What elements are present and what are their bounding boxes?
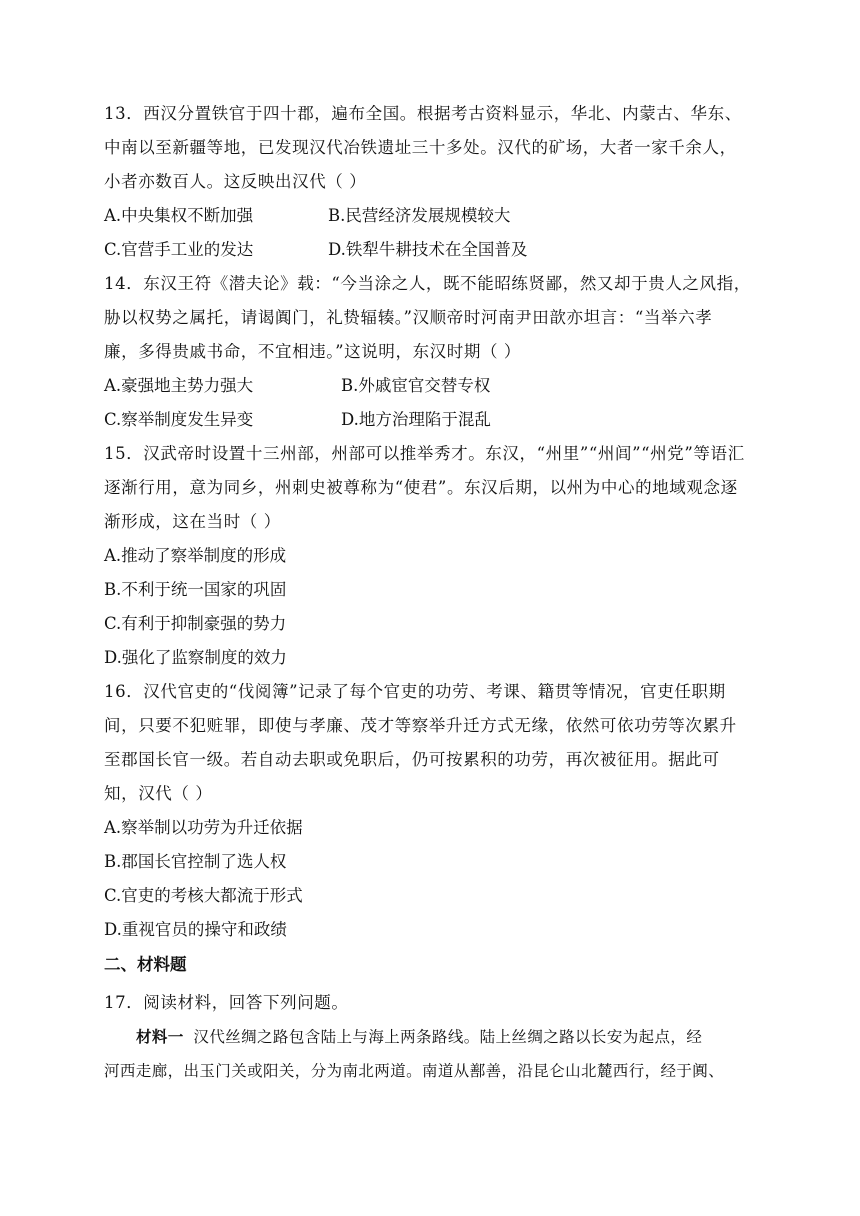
- question-15-line-1: 15．汉武帝时设置十三州部，州部可以推举秀才。东汉，“州里”“州闾”“州党”等语汇: [104, 444, 745, 463]
- option-a[interactable]: A.中央集权不断加强: [104, 206, 254, 225]
- material-1-line-1: [136, 1020, 702, 1054]
- question-16-option-a[interactable]: A.察举制以功劳为升迁依据: [104, 818, 303, 837]
- option-b[interactable]: B.民营经济发展规模较大: [328, 206, 511, 225]
- question-13-line-2: 中南以至新疆等地，已发现汉代冶铁遗址三十多处。汉代的矿场，大者一家千余人，: [104, 138, 737, 157]
- material-1-title: 材料一: [136, 1028, 184, 1046]
- material-1-line-2: 河西走廊，出玉门关或阳关，分为南北两道。南道从鄯善，沿昆仑山北麓西行，经于阗、: [104, 1062, 725, 1080]
- option-d[interactable]: D.铁犁牛耕技术在全国普及: [328, 240, 528, 259]
- question-16-option-d[interactable]: D.重视官员的操守和政绩: [104, 920, 287, 939]
- option-a[interactable]: A.豪强地主势力强大: [104, 376, 254, 395]
- question-16-option-c[interactable]: C.官吏的考核大都流于形式: [104, 886, 303, 905]
- question-15-line-3: 渐形成，这在当时（ ）: [104, 512, 281, 531]
- question-15-option-b[interactable]: B.不利于统一国家的巩固: [104, 580, 287, 599]
- question-14-line-1: 14．东汉王符《潜夫论》载：“今当涂之人，既不能昭练贤鄙，然又却于贵人之风指，: [104, 274, 751, 293]
- option-c[interactable]: C.察举制度发生异变: [104, 410, 254, 429]
- question-13-options-row-1: [104, 199, 744, 233]
- question-16-line-4: 知，汉代（ ）: [104, 784, 213, 803]
- question-15-option-c[interactable]: C.有利于抑制豪强的势力: [104, 614, 287, 633]
- question-15-option-d[interactable]: D.强化了监察制度的效力: [104, 648, 287, 667]
- section-heading: 二、材料题: [104, 955, 187, 974]
- question-16-line-2: 间，只要不犯赃罪，即使与孝廉、茂才等察举升迁方式无缘，依然可依功劳等次累升: [104, 716, 737, 735]
- question-15-line-2: 逐渐行用，意为同乡，州刺史被尊称为“使君”。东汉后期，以州为中心的地域观念逐: [104, 478, 738, 497]
- question-16-line-1: 16．汉代官吏的“伐阅簿”记录了每个官吏的功劳、考课、籍贯等情况，官吏任职期: [104, 682, 726, 701]
- question-14-line-3: 廉，多得贵戚书命，不宜相违。”这说明，东汉时期（ ）: [104, 342, 522, 361]
- question-13-line-1: 13．西汉分置铁官于四十郡，遍布全国。根据考古资料显示，华北、内蒙古、华东、: [104, 104, 742, 123]
- question-13-line-3: 小者亦数百人。这反映出汉代（ ）: [104, 172, 367, 191]
- question-17-prompt: 17．阅读材料，回答下列问题。: [104, 993, 349, 1012]
- question-16-line-3: 至郡国长官一级。若自动去职或免职后，仍可按累积的功劳，再次被征用。据此可: [104, 750, 720, 769]
- option-b[interactable]: B.外戚宦官交替专权: [341, 376, 491, 395]
- question-16-option-b[interactable]: B.郡国长官控制了选人权: [104, 852, 287, 871]
- material-1-text: 汉代丝绸之路包含陆上与海上两条路线。陆上丝绸之路以长安为起点，经: [183, 1028, 703, 1046]
- option-c[interactable]: C.官营手工业的发达: [104, 240, 254, 259]
- question-13-options-row-2: [104, 233, 744, 267]
- question-14-options-row-1: [104, 369, 744, 403]
- option-d[interactable]: D.地方治理陷于混乱: [341, 410, 491, 429]
- question-14-options-row-2: [104, 403, 744, 437]
- question-15-option-a[interactable]: A.推动了察举制度的形成: [104, 546, 287, 565]
- question-14-line-2: 胁以权势之属托，请谒阗门，礼贽辐辏。”汉顺帝时河南尹田歆亦坦言：“当举六孝: [104, 308, 713, 327]
